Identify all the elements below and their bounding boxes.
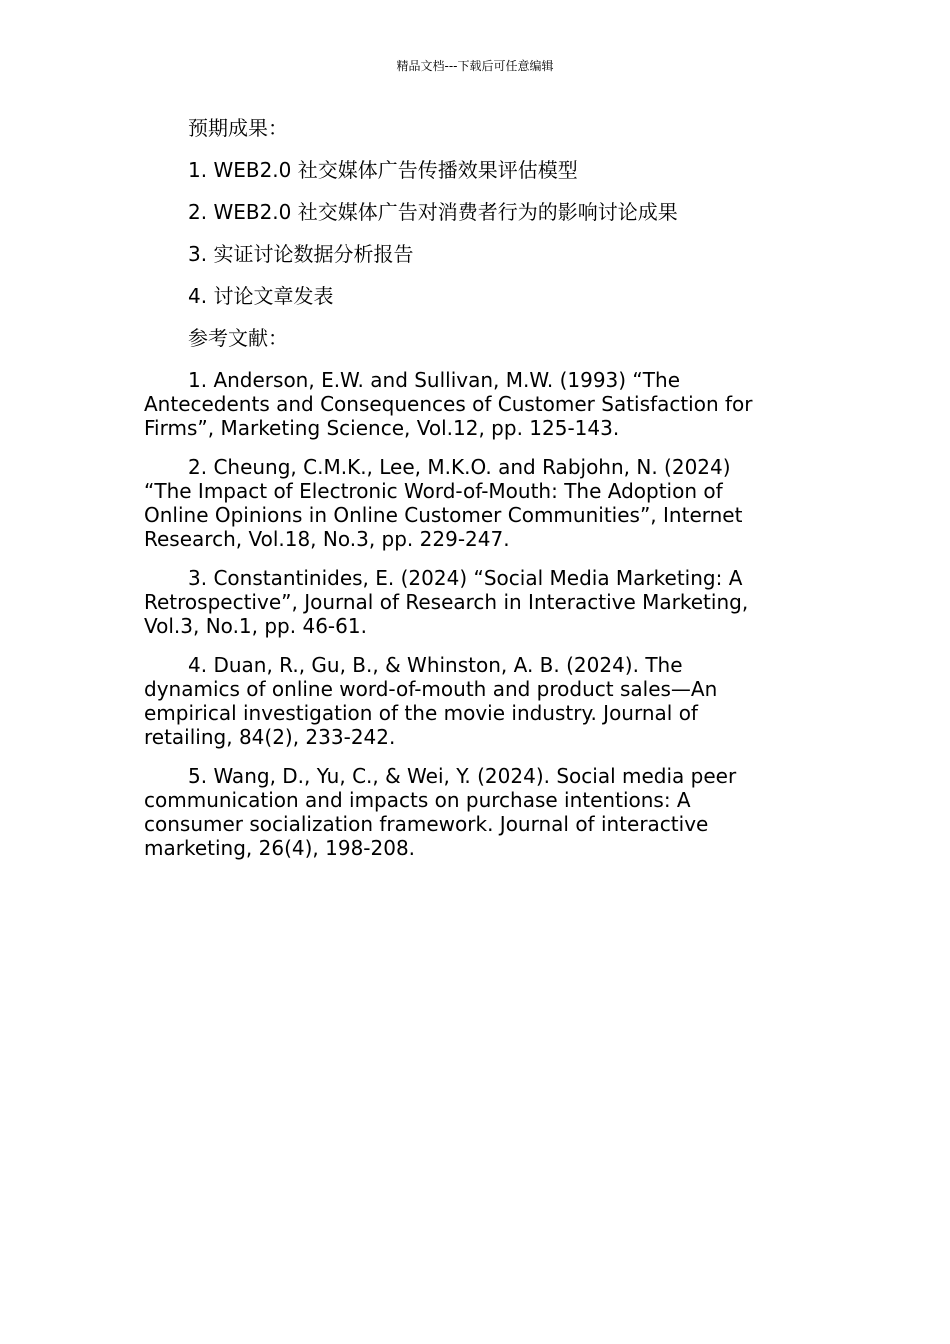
reference-item-1: 1. Anderson, E.W. and Sullivan, M.W. (1993) “The Antecedents and Consequences of Customer Satisfaction for Firms”, Marketing Science, Vol.12, pp. 125-143. [144,368,753,440]
reference-item-3: 3. Constantinides, E. (2024) “Social Media Marketing: A Retrospective”, Journal of Research in Interactive Marketing, Vol.3, No.1, pp. 46-61. [144,566,749,638]
references-list [144,368,784,860]
document-body [144,116,784,875]
reference-item-2: 2. Cheung, C.M.K., Lee, M.K.O. and Rabjohn, N. (2024) “The Impact of Electronic Word-of-Mouth: The Adoption of Online Opinions in Online Customer Communities”, Internet Research, Vol.18, No.3, pp. 229-247. [144,455,743,551]
outcome-item-2: 2. WEB2.0 社交媒体广告对消费者行为的影响讨论成果 [188,200,678,224]
outcomes-list [144,158,784,309]
outcome-item-4: 4. 讨论文章发表 [188,284,334,308]
reference-item-5: 5. Wang, D., Yu, C., & Wei, Y. (2024). Social media peer communication and impacts on purchase intentions: A consumer socialization framework. Journal of interactive marketing, 26(4), 198-208. [144,764,737,860]
reference-item-4: 4. Duan, R., Gu, B., & Whinston, A. B. (2024). The dynamics of online word-of-mouth and product sales—An empirical investigation of the movie industry. Journal of retailing, 84(2), 233-242. [144,653,718,749]
outcome-item-3: 3. 实证讨论数据分析报告 [188,242,414,266]
outcomes-heading: 预期成果： [188,116,288,140]
references-heading: 参考文献： [188,326,288,350]
page-header: 精品文档---下载后可任意编辑 [396,59,554,73]
outcome-item-1: 1. WEB2.0 社交媒体广告传播效果评估模型 [188,158,578,182]
